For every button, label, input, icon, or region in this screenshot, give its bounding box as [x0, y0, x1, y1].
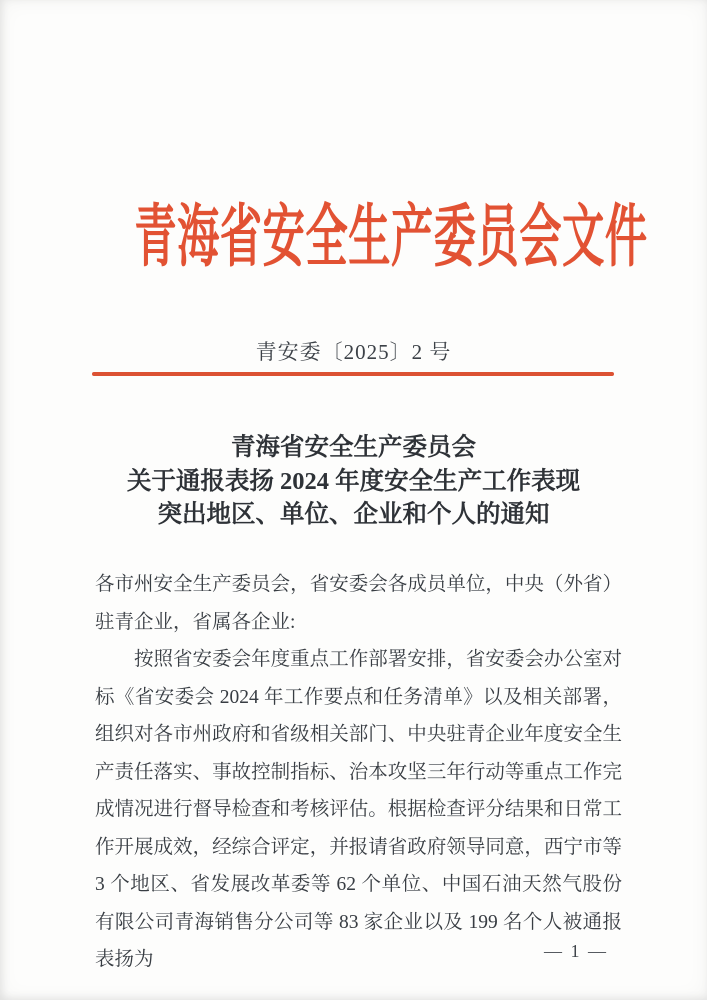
- document-header-title: 青海省安全生产委员会文件: [134, 199, 648, 275]
- page-number: — 1 —: [544, 941, 608, 961]
- document-title-line-1: 青海省安全生产委员会: [231, 434, 476, 461]
- document-title-line-2: 关于通报表扬 2024 年度安全生产工作表现: [126, 467, 581, 495]
- salutation-paragraph: 各市州安全生产委员会，省安委会各成员单位，中央（外省）驻青企业，省属各企业:: [95, 574, 622, 633]
- body-paragraph: 按照省安委会年度重点工作部署安排，省安委会办公室对标《省安委会 2024 年工作要点和任务清单》以及相关部署，组织对各市州政府和省级相关部门、中央驻青企业年度安全生产责任落实、事故控制指标、治本攻坚三年行动等重点工作完成情况进行督导检查和考核评估。根据检查评分结果和日常工作开展成效，经综合评定，并报请省政府领导同意，西宁市等 3 个地区、省发展改革委等 62 个单位、中国石油天然气股份有限公司青海销售分公司等 83 家企业以及 199 名个人被通报表扬为: [95, 649, 622, 970]
- document-number: 青安委〔2025〕2 号: [255, 340, 452, 364]
- document-title: [0, 431, 707, 532]
- red-divider-line: [92, 372, 614, 376]
- document-body: [95, 566, 622, 979]
- document-title-line-3: 突出地区、单位、企业和个人的通知: [157, 501, 550, 528]
